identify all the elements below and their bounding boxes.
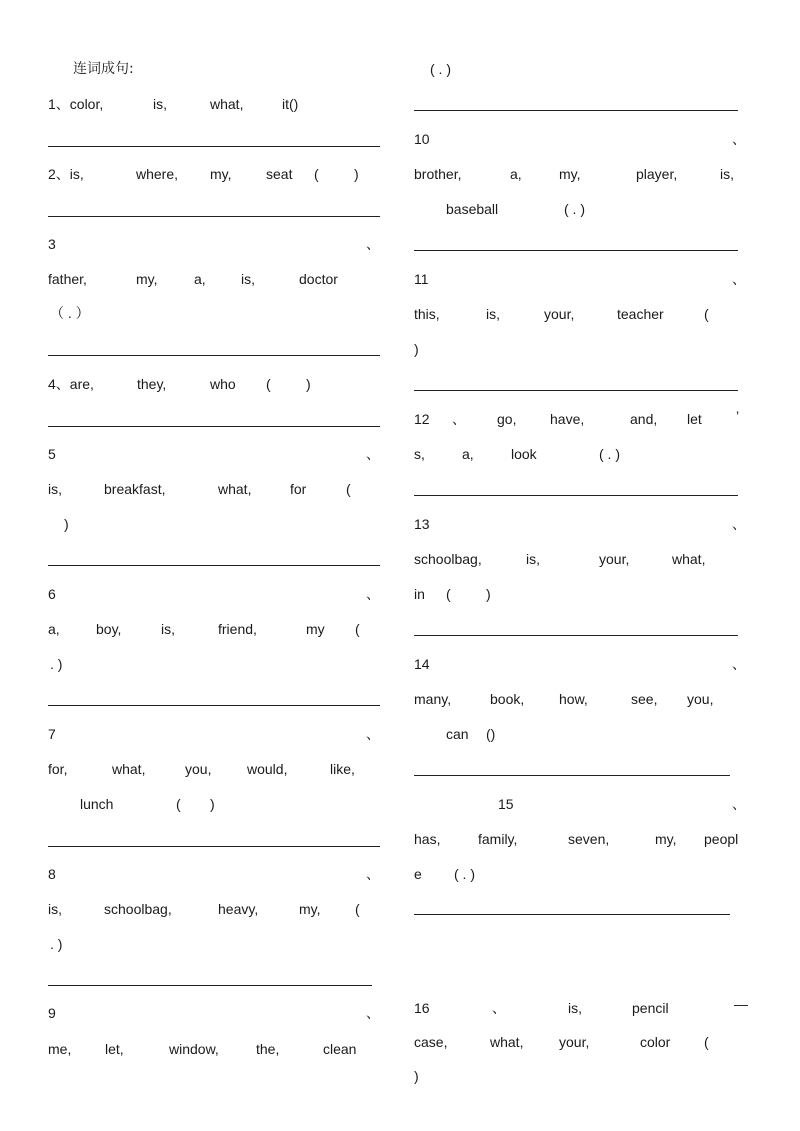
word: teacher (617, 306, 664, 322)
word: ( (355, 901, 360, 917)
answer-line[interactable] (48, 985, 372, 986)
answer-line[interactable] (48, 846, 380, 847)
separator: 、 (366, 236, 380, 252)
word: what, (490, 1034, 524, 1050)
word: you, (687, 691, 714, 707)
word: baseball (446, 201, 499, 217)
question-number: 15 (498, 796, 514, 812)
word: color (640, 1034, 671, 1050)
answer-line[interactable] (48, 355, 380, 356)
separator: 、 (366, 866, 380, 882)
question-number: 5 (48, 446, 56, 462)
word: pencil (632, 1000, 669, 1016)
paren: ( . ) (430, 61, 451, 77)
question-number: 14 (414, 656, 430, 672)
word: how, (559, 691, 588, 707)
word: is, (486, 306, 500, 322)
word: ) (354, 166, 359, 182)
word: schoolbag, (414, 551, 482, 567)
word: case, (414, 1034, 448, 1050)
word: father, (48, 271, 87, 287)
word: a, (462, 446, 474, 462)
paren: ( . ) (599, 446, 620, 462)
word: breakfast, (104, 481, 166, 497)
paren: ( . ) (454, 866, 475, 882)
separator: 、 (732, 271, 746, 287)
word: many, (414, 691, 452, 707)
word: and, (630, 411, 658, 427)
answer-line[interactable] (48, 426, 380, 427)
question-number: 13 (414, 516, 430, 532)
word: my (306, 621, 325, 637)
question-number: 7 (48, 726, 56, 742)
word: () (486, 726, 496, 742)
word: is, (48, 901, 62, 917)
answer-line[interactable] (48, 146, 380, 147)
word: lunch (80, 796, 114, 812)
word: can (446, 726, 469, 742)
answer-line[interactable] (48, 565, 380, 566)
word: in (414, 586, 425, 602)
word: is, (48, 481, 62, 497)
word: your, (544, 306, 575, 322)
word: family, (478, 831, 518, 847)
word: ) (306, 376, 311, 392)
word: schoolbag, (104, 901, 172, 917)
question-number: 12 (414, 411, 430, 427)
paren-close: . ) (50, 936, 63, 952)
answer-line[interactable] (414, 635, 738, 636)
word: a, (510, 166, 522, 182)
word: peopl (704, 831, 739, 847)
separator: 、 (366, 446, 380, 462)
word: ( (314, 166, 319, 182)
word: seven, (568, 831, 610, 847)
word: 4、are, (48, 376, 94, 392)
separator: 、 (732, 656, 746, 672)
word: have, (550, 411, 585, 427)
separator: 、 (452, 411, 466, 427)
word: clean (323, 1041, 357, 1057)
separator: 、 (732, 131, 746, 147)
word: where, (136, 166, 179, 182)
separator: 、 (366, 586, 380, 602)
word: my, (299, 901, 321, 917)
word: ) (486, 586, 491, 602)
word: let, (105, 1041, 124, 1057)
word: friend, (218, 621, 257, 637)
word: for (290, 481, 307, 497)
word: is, (241, 271, 255, 287)
word: book, (490, 691, 525, 707)
word: is, (526, 551, 540, 567)
answer-line[interactable] (48, 216, 380, 217)
word: like, (330, 761, 355, 777)
word: for, (48, 761, 68, 777)
word: see, (631, 691, 658, 707)
word: is, (161, 621, 175, 637)
question-number: 9 (48, 1005, 56, 1021)
word: what, (210, 96, 244, 112)
word: it() (282, 96, 299, 112)
word: what, (672, 551, 706, 567)
word: s, (414, 446, 425, 462)
question-number: 10 (414, 131, 430, 147)
question-number: 11 (414, 271, 429, 287)
word: who (210, 376, 236, 392)
answer-line[interactable] (414, 250, 738, 251)
word: brother, (414, 166, 462, 182)
answer-line[interactable] (414, 390, 738, 391)
word: look (511, 446, 537, 462)
word: is, (153, 96, 167, 112)
word: the, (256, 1041, 280, 1057)
question-number: 6 (48, 586, 56, 602)
word: my, (655, 831, 677, 847)
word: e (414, 866, 422, 882)
word: my, (559, 166, 581, 182)
word: ( (704, 1034, 709, 1050)
question-number: 8 (48, 866, 56, 882)
word: me, (48, 1041, 72, 1057)
question-number: 3 (48, 236, 56, 252)
word: ( (176, 796, 181, 812)
word: doctor (299, 271, 338, 287)
word: my, (136, 271, 158, 287)
answer-line[interactable] (414, 110, 738, 111)
question-number: 16 (414, 1000, 430, 1016)
word: they, (137, 376, 167, 392)
word: ( (346, 481, 351, 497)
word: go, (497, 411, 517, 427)
word: a, (48, 621, 60, 637)
separator: 、 (492, 1000, 506, 1016)
dash: — (734, 996, 748, 1012)
word: a, (194, 271, 206, 287)
word: ( (355, 621, 360, 637)
answer-line[interactable] (414, 914, 730, 915)
word: ( (266, 376, 271, 392)
paren-close: ) (414, 1068, 419, 1084)
paren: ( . ) (564, 201, 585, 217)
paren-close: ) (64, 516, 69, 532)
word: is, (720, 166, 734, 182)
word: has, (414, 831, 441, 847)
word: what, (218, 481, 252, 497)
paren-close: . ) (50, 656, 63, 672)
word: ) (210, 796, 215, 812)
separator: 、 (366, 1005, 380, 1021)
answer-line[interactable] (414, 495, 738, 496)
separator: 、 (732, 796, 746, 812)
word: you, (185, 761, 212, 777)
word: let (687, 411, 702, 427)
word: 1、color, (48, 96, 104, 112)
answer-line[interactable] (414, 775, 730, 776)
word: boy, (96, 621, 122, 637)
paren: （ . ） (50, 305, 90, 321)
word: window, (169, 1041, 219, 1057)
apostrophe: ’ (736, 408, 740, 424)
paren-close: ) (414, 341, 419, 357)
word: my, (210, 166, 232, 182)
word: 2、is, (48, 166, 84, 182)
word: would, (247, 761, 288, 777)
word: seat (266, 166, 293, 182)
word: heavy, (218, 901, 259, 917)
word: ( (446, 586, 451, 602)
word: ( (704, 306, 709, 322)
section-title: 连词成句: (73, 61, 134, 77)
word: this, (414, 306, 440, 322)
word: player, (636, 166, 678, 182)
separator: 、 (366, 726, 380, 742)
word: your, (559, 1034, 590, 1050)
separator: 、 (732, 516, 746, 532)
word: is, (568, 1000, 582, 1016)
word: what, (112, 761, 146, 777)
answer-line[interactable] (48, 705, 380, 706)
word: your, (599, 551, 630, 567)
